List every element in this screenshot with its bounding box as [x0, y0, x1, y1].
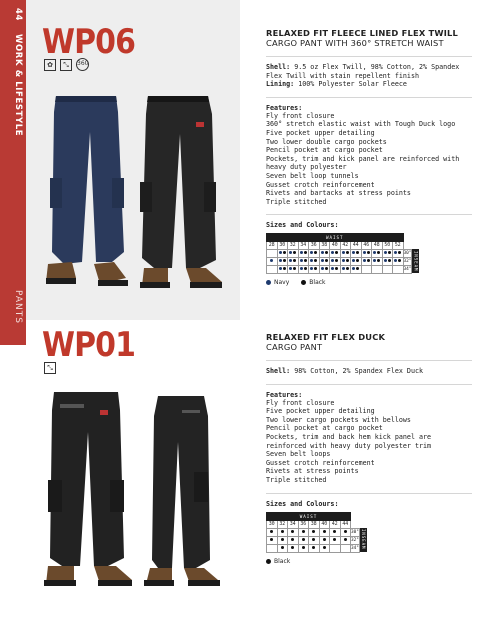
feature-item: Pockets, trim and back hem kick panel are reinforced with heavy duty polyester trim — [266, 432, 432, 450]
black-dot — [367, 251, 370, 254]
flex-icon: ⤡ — [44, 362, 56, 374]
availability-cell — [319, 250, 330, 258]
black-pants-side-image — [138, 392, 224, 592]
black-dot — [314, 267, 317, 270]
navy-dot — [342, 251, 345, 254]
inseam-label: 34" — [403, 267, 412, 273]
shell-spec: Shell: 9.5 oz Flex Twill, 98% Cotton, 2% Spandex Flex Twill with stain repellent finish — [266, 63, 460, 80]
inseam-row — [267, 258, 412, 266]
waist-size: 32 — [277, 520, 288, 528]
feature-item: Fly front closure — [266, 111, 335, 120]
navy-dot — [331, 251, 334, 254]
product-title: RELAXED FIT FLEECE LINED FLEX TWILL — [266, 28, 458, 38]
feature-item: Rivets and bartacks at stress points — [266, 189, 411, 198]
colour-legend — [266, 558, 472, 565]
navy-dot — [321, 267, 324, 270]
colour-swatch — [301, 280, 306, 285]
black-dot — [304, 259, 307, 262]
availability-cell — [330, 528, 341, 536]
sizes-heading: Sizes and Colours: — [266, 221, 339, 230]
navy-dot — [384, 251, 387, 254]
black-dot — [291, 530, 294, 533]
feature-icons — [44, 58, 89, 71]
black-dot — [346, 259, 349, 262]
navy-dot — [270, 259, 273, 262]
availability-cell — [298, 536, 309, 544]
inseam-header: INSEAM — [360, 529, 366, 550]
navy-dot — [310, 267, 313, 270]
feature-item: Pencil pocket at cargo pocket — [266, 146, 383, 155]
flex-icon: ⤡ — [60, 59, 72, 71]
availability-cell — [288, 536, 299, 544]
navy-dot — [342, 267, 345, 270]
availability-cell — [361, 250, 372, 258]
size-table — [266, 512, 360, 553]
navy-dot — [321, 251, 324, 254]
navy-dot — [289, 251, 292, 254]
availability-cell — [288, 266, 299, 274]
availability-cell — [298, 266, 309, 274]
black-dot — [293, 251, 296, 254]
black-dot — [367, 259, 370, 262]
availability-cell — [340, 544, 351, 552]
black-dot — [312, 530, 315, 533]
black-dot — [293, 259, 296, 262]
inseam-row — [267, 528, 360, 536]
waist-size: 52 — [393, 242, 404, 250]
navy-dot — [310, 259, 313, 262]
navy-dot — [331, 259, 334, 262]
model-code: WP06 — [42, 22, 136, 62]
availability-cell — [319, 528, 330, 536]
waist-size: 36 — [298, 520, 309, 528]
black-dot — [398, 251, 401, 254]
black-dot — [291, 538, 294, 541]
availability-cell — [351, 266, 362, 274]
colour-legend — [266, 279, 472, 286]
divider — [266, 214, 472, 215]
features-heading: Features: — [266, 103, 303, 112]
availability-cell — [351, 250, 362, 258]
waist-size: 44 — [351, 242, 362, 250]
product-info-wp06 — [266, 28, 472, 286]
black-dot — [283, 251, 286, 254]
availability-cell — [393, 258, 404, 266]
black-dot — [377, 251, 380, 254]
availability-cell — [298, 528, 309, 536]
inseam-row — [267, 250, 412, 258]
product-info-wp01 — [266, 332, 472, 565]
black-dot — [325, 259, 328, 262]
navy-dot — [352, 259, 355, 262]
availability-cell — [361, 258, 372, 266]
black-dot — [344, 530, 347, 533]
waist-size: 42 — [340, 242, 351, 250]
availability-cell — [277, 266, 288, 274]
availability-cell — [340, 266, 351, 274]
availability-cell — [309, 544, 320, 552]
features-list — [266, 112, 472, 207]
black-pants-front-image — [40, 388, 136, 596]
availability-cell — [372, 258, 383, 266]
navy-dot — [394, 259, 397, 262]
fleece-icon: ✿ — [44, 59, 56, 71]
availability-cell — [267, 258, 278, 266]
black-dot — [281, 538, 284, 541]
product-title: RELAXED FIT FLEX DUCK — [266, 332, 386, 342]
black-dot — [356, 267, 359, 270]
availability-cell — [382, 250, 393, 258]
waist-header: WAIST — [267, 234, 404, 242]
colour-name: Black — [274, 557, 291, 565]
availability-cell — [330, 258, 341, 266]
black-dot — [283, 259, 286, 262]
navy-dot — [300, 251, 303, 254]
inseam-row — [267, 266, 412, 274]
feature-item: Triple stitched — [266, 475, 327, 484]
feature-item: Seven belt loop tunnels — [266, 171, 359, 180]
black-dot — [302, 538, 305, 541]
waist-size: 28 — [267, 242, 278, 250]
feature-item: Gusset crotch reinforcement — [266, 458, 375, 467]
navy-pants-image — [42, 92, 134, 297]
black-dot — [302, 546, 305, 549]
availability-cell — [319, 544, 330, 552]
model-code: WP01 — [42, 325, 136, 365]
black-pants-image — [134, 92, 226, 297]
size-chart — [266, 512, 472, 553]
black-dot — [335, 267, 338, 270]
black-dot — [388, 259, 391, 262]
black-dot — [312, 546, 315, 549]
black-dot — [388, 251, 391, 254]
black-dot — [312, 538, 315, 541]
availability-cell — [340, 250, 351, 258]
availability-cell — [330, 536, 341, 544]
lining-spec: Lining: 100% Polyester Solar Fleece — [266, 80, 407, 89]
availability-cell — [340, 536, 351, 544]
availability-cell — [309, 266, 320, 274]
feature-item: Triple stitched — [266, 197, 327, 206]
sizes-heading: Sizes and Colours: — [266, 499, 339, 508]
black-dot — [291, 546, 294, 549]
availability-cell — [382, 258, 393, 266]
availability-cell — [298, 544, 309, 552]
waist-size: 50 — [382, 242, 393, 250]
inseam-label: 30" — [403, 251, 412, 257]
navy-dot — [279, 267, 282, 270]
navy-dot — [352, 267, 355, 270]
product-subtitle: CARGO PANT WITH 360° STRETCH WAIST — [266, 38, 444, 48]
navy-dot — [394, 251, 397, 254]
black-dot — [283, 267, 286, 270]
black-dot — [335, 259, 338, 262]
navy-dot — [300, 259, 303, 262]
waist-size: 38 — [309, 520, 320, 528]
inseam-header: INSEAM — [413, 251, 419, 272]
availability-cell — [319, 266, 330, 274]
divider — [266, 384, 472, 385]
black-dot — [356, 251, 359, 254]
availability-cell — [288, 250, 299, 258]
navy-dot — [279, 251, 282, 254]
navy-dot — [300, 267, 303, 270]
availability-cell — [319, 258, 330, 266]
availability-cell — [277, 528, 288, 536]
waist-size: 36 — [309, 242, 320, 250]
availability-cell — [277, 544, 288, 552]
waist-header: WAIST — [267, 512, 351, 520]
navy-dot — [373, 251, 376, 254]
black-dot — [304, 251, 307, 254]
feature-item: Fly front closure — [266, 398, 335, 407]
availability-cell — [277, 250, 288, 258]
navy-dot — [384, 259, 387, 262]
colour-swatch-item — [266, 279, 289, 286]
divider — [266, 97, 472, 98]
availability-cell — [309, 528, 320, 536]
availability-cell — [267, 528, 278, 536]
sidebar-tab — [0, 0, 26, 345]
colour-name: Navy — [274, 279, 290, 287]
360-stretch-icon: 360 — [76, 58, 89, 71]
waist-size: 40 — [319, 520, 330, 528]
waist-size: 44 — [340, 520, 351, 528]
feature-item: Five pocket upper detailing — [266, 407, 375, 416]
availability-cell — [267, 250, 278, 258]
navy-dot — [331, 267, 334, 270]
feature-icons — [44, 362, 56, 374]
black-dot — [281, 546, 284, 549]
black-dot — [270, 538, 273, 541]
waist-size: 40 — [330, 242, 341, 250]
inseam-row — [267, 536, 360, 544]
colour-name: Black — [309, 279, 326, 287]
inseam-row — [267, 544, 360, 552]
colour-swatch-item — [301, 279, 325, 286]
colour-swatch — [266, 559, 271, 564]
colour-swatch — [266, 280, 271, 285]
black-dot — [325, 267, 328, 270]
black-dot — [346, 251, 349, 254]
black-dot — [398, 259, 401, 262]
features-heading: Features: — [266, 390, 303, 399]
inseam-label: 30" — [351, 529, 359, 535]
availability-cell — [298, 258, 309, 266]
availability-cell — [340, 528, 351, 536]
feature-item: Five pocket upper detailing — [266, 128, 375, 137]
colour-swatch-item — [266, 558, 290, 565]
navy-dot — [310, 251, 313, 254]
inseam-label: 32" — [403, 259, 412, 265]
black-dot — [344, 538, 347, 541]
black-dot — [335, 251, 338, 254]
feature-item: Two lower double cargo pockets — [266, 137, 387, 146]
availability-cell — [361, 266, 372, 274]
availability-cell — [309, 258, 320, 266]
availability-cell — [309, 536, 320, 544]
availability-cell — [298, 250, 309, 258]
waist-size: 48 — [372, 242, 383, 250]
black-dot — [323, 538, 326, 541]
availability-cell — [277, 258, 288, 266]
availability-cell — [393, 250, 404, 258]
black-dot — [270, 530, 273, 533]
availability-cell — [288, 258, 299, 266]
black-dot — [325, 251, 328, 254]
availability-cell — [277, 536, 288, 544]
availability-cell — [330, 250, 341, 258]
black-dot — [314, 259, 317, 262]
availability-cell — [288, 544, 299, 552]
section-title: WORK & LIFESTYLE — [13, 34, 23, 137]
availability-cell — [393, 266, 404, 274]
black-dot — [314, 251, 317, 254]
navy-dot — [373, 259, 376, 262]
size-chart — [266, 233, 472, 274]
navy-dot — [363, 259, 366, 262]
black-dot — [323, 546, 326, 549]
product-subtitle: CARGO PANT — [266, 342, 323, 352]
navy-dot — [342, 259, 345, 262]
availability-cell — [382, 266, 393, 274]
size-table — [266, 233, 412, 274]
black-dot — [293, 267, 296, 270]
black-dot — [333, 538, 336, 541]
availability-cell — [288, 528, 299, 536]
feature-item: Seven belt loops — [266, 450, 331, 459]
feature-item: Pencil pocket at cargo pocket — [266, 424, 383, 433]
divider — [266, 493, 472, 494]
black-dot — [377, 259, 380, 262]
availability-cell — [267, 536, 278, 544]
availability-cell — [372, 250, 383, 258]
black-dot — [356, 259, 359, 262]
waist-size: 42 — [330, 520, 341, 528]
black-dot — [346, 267, 349, 270]
navy-dot — [289, 259, 292, 262]
page-number: 44 — [13, 8, 23, 22]
navy-dot — [279, 259, 282, 262]
feature-item: Two lower cargo pockets with bellows — [266, 415, 411, 424]
feature-item: Pockets, trim and kick panel are reinforced with heavy duty polyester — [266, 154, 460, 172]
waist-size: 38 — [319, 242, 330, 250]
black-dot — [323, 530, 326, 533]
divider — [266, 360, 472, 361]
waist-size: 34 — [288, 520, 299, 528]
category-label: PANTS — [13, 290, 23, 324]
features-list — [266, 399, 472, 485]
inseam-label: 32" — [351, 537, 359, 543]
black-dot — [281, 530, 284, 533]
availability-cell — [267, 266, 278, 274]
divider — [266, 56, 472, 57]
waist-size: 30 — [267, 520, 278, 528]
black-dot — [304, 267, 307, 270]
navy-dot — [321, 259, 324, 262]
navy-dot — [363, 251, 366, 254]
shell-spec: Shell: 98% Cotton, 2% Spandex Flex Duck — [266, 367, 424, 375]
navy-dot — [352, 251, 355, 254]
feature-item: Rivets at stress points — [266, 467, 359, 476]
availability-cell — [309, 250, 320, 258]
availability-cell — [351, 258, 362, 266]
feature-item: Gusset crotch reinforcement — [266, 180, 375, 189]
feature-item: 360° stretch elastic waist with Tough Duck logo — [266, 120, 456, 129]
waist-size: 34 — [298, 242, 309, 250]
availability-cell — [372, 266, 383, 274]
availability-cell — [319, 536, 330, 544]
black-dot — [302, 530, 305, 533]
waist-size: 30 — [277, 242, 288, 250]
availability-cell — [330, 544, 341, 552]
black-dot — [333, 530, 336, 533]
availability-cell — [340, 258, 351, 266]
waist-size: 46 — [361, 242, 372, 250]
inseam-label: 34" — [351, 545, 359, 551]
availability-cell — [330, 266, 341, 274]
navy-dot — [289, 267, 292, 270]
waist-size: 32 — [288, 242, 299, 250]
availability-cell — [267, 544, 278, 552]
